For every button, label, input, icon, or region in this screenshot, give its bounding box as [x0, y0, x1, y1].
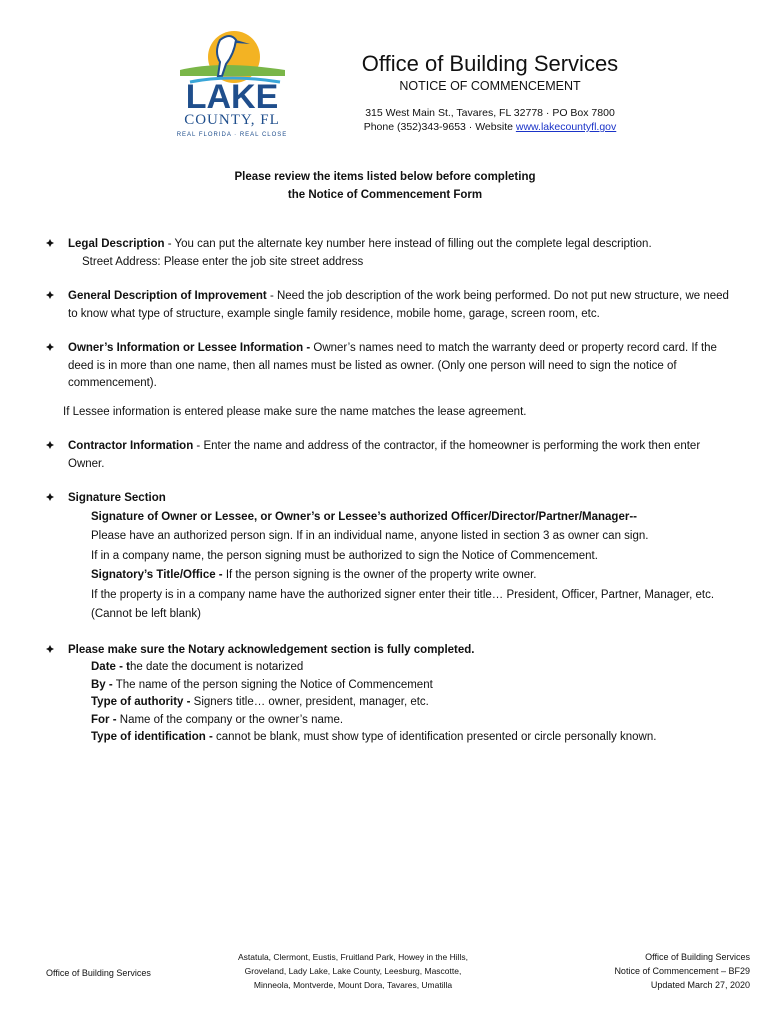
list-item-owner-information: [44, 340, 734, 393]
website-link[interactable]: www.lakecountyfl.gov: [515, 121, 617, 133]
notary-by-text: The name of the person signing the Notice of Commencement: [112, 678, 433, 691]
notary-identification-text: cannot be blank, must show type of identification presented or circle personally known.: [212, 731, 657, 743]
list-item-signature-section: [44, 490, 734, 625]
footer-right-line-2: Notice of Commencement – BF29: [614, 966, 750, 976]
notary-authority-label: Type of authority -: [91, 696, 191, 708]
diamond-bullet-icon: [44, 288, 56, 305]
list-item-contractor-information: [44, 438, 734, 473]
notary-by-label: By -: [91, 678, 113, 691]
notary-date-line: [68, 659, 734, 677]
signature-line-2: If in a company name, the person signing must be authorized to sign the Notice of Commencement.: [91, 549, 598, 562]
legal-description-label: Legal Description: [68, 238, 165, 250]
notary-identification-label: Type of identification -: [91, 731, 213, 743]
notary-authority-text: Signers title… owner, president, manager, etc.: [190, 696, 429, 708]
notary-by-line: [68, 677, 734, 695]
notary-identification-line: [68, 729, 734, 747]
signature-sub-label: Signature of Owner or Lessee, or Owner’s or Lessee’s authorized Officer/Director/Partner/Manager--: [91, 510, 637, 523]
signatory-title-label: Signatory’s Title/Office -: [91, 569, 223, 581]
diamond-bullet-icon: [44, 438, 56, 455]
general-description-label: General Description of Improvement: [68, 290, 267, 302]
header-contact: [340, 120, 640, 134]
notary-authority-line: [68, 694, 734, 712]
lake-county-logo: [160, 24, 305, 142]
page-title: Office of Building Services: [361, 51, 619, 76]
owner-information-label: Owner’s Information or Lessee Information -: [68, 342, 311, 354]
intro-instructions: [0, 168, 770, 204]
notary-date-text: he date the document is notarized: [129, 661, 304, 673]
footer-left: Office of Building Services: [46, 968, 151, 978]
notary-for-text: Name of the company or the owner’s name.: [116, 713, 344, 726]
signature-line-4: If the property is in a company name have the authorized signer enter their title… President, Officer, Partner, Manager, etc. (Cannot be left blank): [91, 588, 715, 620]
header: [340, 50, 640, 134]
signature-section-label: Signature Section: [68, 492, 166, 504]
lessee-note: If Lessee information is entered please make sure the name matches the lease agreement.: [63, 405, 527, 418]
list-item-general-description: [44, 288, 734, 323]
notary-date-label: Date - t: [91, 661, 130, 673]
intro-line-1: Please review the items listed below before completing: [234, 171, 536, 183]
owner-information-text: Owner’s names need to match the warranty deed or property record card. If the deed is in more than one name, then all names must be listed as owner. (Only one person will need to sign the notice of commencement).: [68, 342, 717, 389]
diamond-bullet-icon: [44, 642, 56, 659]
footer-mid-line-1: Astatula, Clermont, Eustis, Fruitland Park, Howey in the Hills,: [237, 952, 469, 962]
notary-for-line: [68, 712, 734, 730]
general-description-text: - Need the job description of the work being performed. Do not put new structure, we need to know what type of structure, example single family residence, mobile home, garage, screen room, etc.: [68, 290, 729, 320]
footer-municipalities: [218, 950, 488, 992]
instructions-list: [44, 236, 734, 764]
footer-mid-line-3: Minneola, Montverde, Mount Dora, Tavares, Umatilla: [253, 980, 453, 990]
header-phone: Phone (352)343-9653 · Website: [363, 121, 516, 133]
contractor-information-text: - Enter the name and address of the contractor, if the homeowner is performing the work then enter Owner.: [68, 440, 701, 470]
diamond-bullet-icon: [44, 490, 56, 507]
footer-right: [530, 950, 750, 992]
notary-for-label: For -: [91, 713, 117, 726]
signatory-title-text: If the person signing is the owner of the property write owner.: [222, 569, 537, 581]
logo-word-lake: LAKE: [185, 78, 279, 116]
page-subtitle: NOTICE OF COMMENCEMENT: [399, 79, 581, 93]
footer-mid-line-2: Groveland, Lady Lake, Lake County, Leesburg, Mascotte,: [244, 966, 462, 976]
footer-right-line-3: Updated March 27, 2020: [650, 980, 750, 990]
list-item-legal-description: [44, 236, 734, 271]
list-item-notary-section: [44, 642, 734, 747]
street-address-note: Street Address: Please enter the job site street address: [82, 255, 364, 268]
header-address-block: [340, 106, 640, 134]
intro-line-2: the Notice of Commencement Form: [287, 189, 483, 201]
footer-right-line-1: Office of Building Services: [645, 952, 750, 962]
legal-description-text: - You can put the alternate key number here instead of filling out the complete legal description.: [164, 238, 652, 250]
diamond-bullet-icon: [44, 236, 56, 253]
contractor-information-label: Contractor Information: [68, 440, 194, 452]
signatory-title-line: [68, 566, 734, 586]
header-address: 315 West Main St., Tavares, FL 32778 · PO Box 7800: [365, 107, 615, 119]
notary-section-label: Please make sure the Notary acknowledgement section is fully completed.: [68, 643, 475, 656]
signature-line-1: Please have an authorized person sign. If in an individual name, anyone listed in section 3 as owner can sign.: [91, 530, 649, 542]
logo-tagline: REAL FLORIDA · REAL CLOSE: [176, 132, 288, 138]
logo-word-county: COUNTY, FL: [184, 112, 280, 128]
logo-landscape: [180, 65, 285, 76]
diamond-bullet-icon: [44, 340, 56, 357]
